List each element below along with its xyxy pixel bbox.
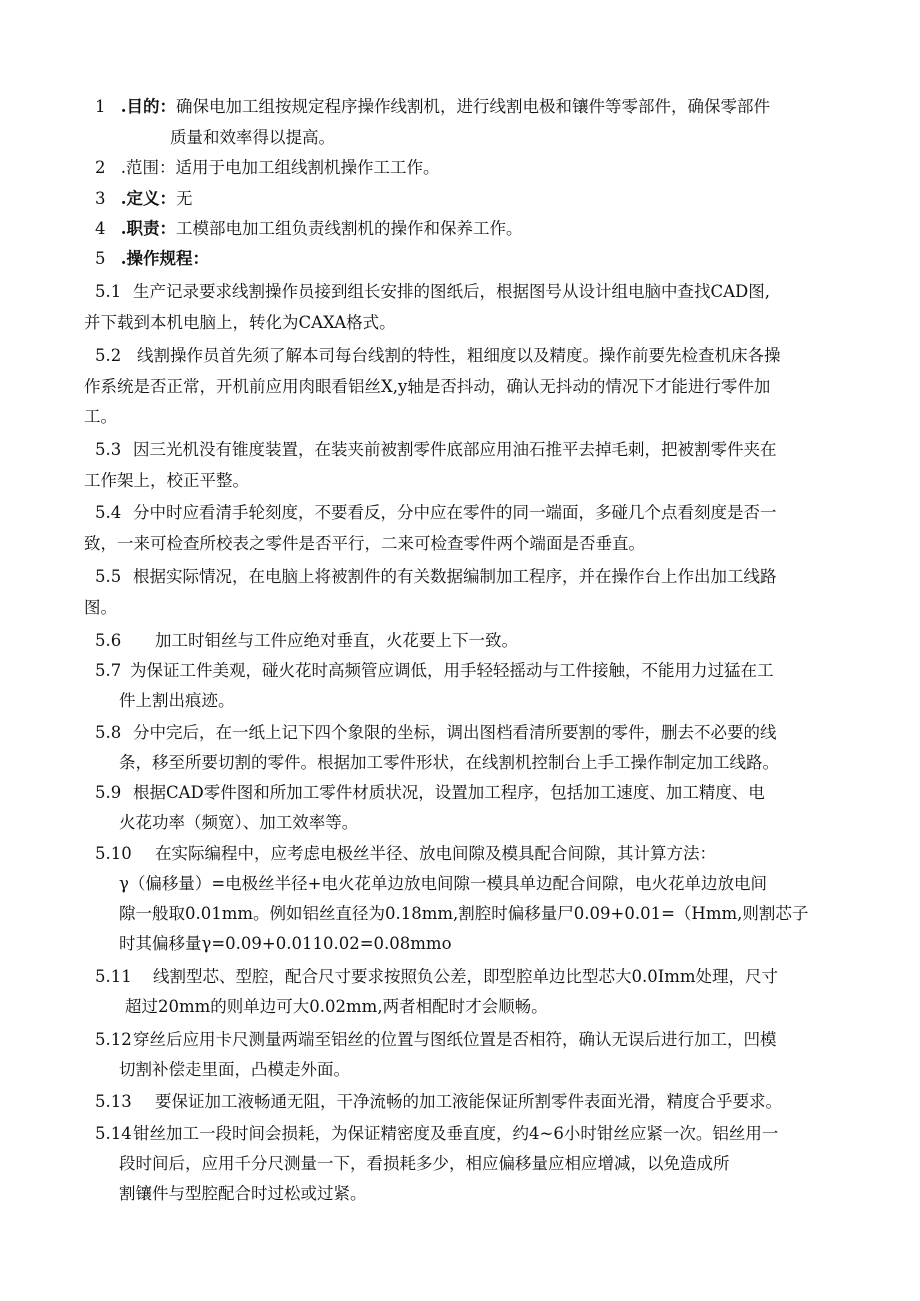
item-5-3-line-2: 工作架上，校正平整。 (84, 471, 249, 490)
item-5-14-line-2: 段时间后，应用千分尺测量一下，看损耗多少，相应偏移量应相应增减，以免造成所 (119, 1154, 730, 1173)
item-5-2-number: 5.2 (95, 346, 122, 365)
section-5-heading (95, 248, 209, 270)
section-text: 确保电加工组按规定程序操作线割机，进行线割电极和镶件等零部件，确保零部件 (176, 97, 770, 116)
item-5-7-line-1: 为保证工件美观，碰火花时高频管应调低，用手轻轻摇动与工件接触，不能用力过猛在工 (130, 661, 774, 680)
section-2-heading (95, 157, 440, 179)
item-5-4-number: 5.4 (95, 503, 122, 522)
item-5-6-number: 5.6 (95, 631, 122, 650)
section-3-heading (95, 188, 193, 210)
section-1-text-continued: 质量和效率得以提高。 (170, 128, 335, 147)
item-5-4-line-1: 分中时应看清手轮刻度，不要看反，分中应在零件的同一端面，多碰几个点看刻度是否一 (133, 503, 777, 522)
item-5-12-line-2: 切割补偿走里面，凸模走外面。 (119, 1060, 350, 1079)
item-5-10-line-1: 在实际编程中，应考虑电极丝半径、放电间隙及模具配合间隙，其计算方法： (155, 844, 716, 863)
section-text: .范围：适用于电加工组线割机操作工工作。 (120, 158, 440, 177)
item-5-14-line-1: 钳丝加工一段时间会损耗，为保证精密度及垂直度，约4~6小时钳丝应紧一次。铝丝用一 (133, 1124, 779, 1143)
item-5-6-line-1: 加工时钼丝与工件应绝对垂直，火花要上下一致。 (155, 631, 518, 650)
item-5-2-line-2: 作系统是否正常，开机前应用肉眼看铝丝X,y轴是否抖动，确认无抖动的情况下才能进行零件加 (84, 377, 771, 396)
item-5-5-line-2: 图。 (84, 598, 117, 617)
section-text: 无 (176, 189, 193, 208)
section-number: 5 (95, 249, 106, 268)
section-number: 1 (95, 97, 106, 116)
item-5-10-number: 5.10 (95, 844, 132, 863)
item-5-1-number: 5.1 (95, 282, 122, 301)
item-5-10-line-2: γ（偏移量）=电极丝半径+电火花单边放电间隙一模具单边配合间隙，电火花单边放电间 (119, 874, 768, 893)
item-5-8-line-1: 分中完后，在一纸上记下四个象限的坐标，调出图档看清所要割的零件，删去不必要的线 (133, 723, 777, 742)
item-5-14-number: 5.14 (95, 1124, 132, 1143)
section-label: .操作规程： (120, 249, 209, 268)
item-5-11-line-1: 线割型芯、型腔，配合尺寸要求按照负公差，即型腔单边比型芯大0.0Imm处理，尺寸 (153, 967, 779, 986)
item-5-10-line-4: 时其偏移量γ=0.09+0.0110.02=0.08mmo (119, 934, 452, 953)
item-5-1-line-2: 并下载到本机电脑上，转化为CAXA格式。 (84, 313, 396, 332)
item-5-12-number: 5.12 (95, 1030, 132, 1049)
item-5-7-number: 5.7 (95, 661, 122, 680)
section-label: .目的： (120, 97, 176, 116)
item-5-4-line-2: 致，一来可检查所校表之零件是否平行，二来可检查零件两个端面是否垂直。 (84, 534, 645, 553)
item-5-10-line-3: 隙一般取0.01mm。例如铝丝直径为0.18mm,割腔时偏移量尸0.09+0.01=（Hmm,则割芯子 (119, 904, 809, 923)
section-number: 3 (95, 189, 106, 208)
section-number: 4 (95, 219, 106, 238)
item-5-2-line-1: 线割操作员首先须了解本司每台线割的特性，粗细度以及精度。操作前要先检查机床各操 (137, 346, 781, 365)
item-5-7-line-2: 件上割出痕迹。 (119, 691, 235, 710)
section-label: .职责： (120, 219, 176, 238)
item-5-3-line-1: 因三光机没有锥度装置，在装夹前被割零件底部应用油石推平去掉毛刺，把被割零件夹在 (133, 440, 777, 459)
item-5-5-number: 5.5 (95, 567, 122, 586)
item-5-8-line-2: 条，移至所要切割的零件。根据加工零件形状，在线割机控制台上手工操作制定加工线路。 (119, 753, 779, 772)
item-5-11-number: 5.11 (95, 967, 132, 986)
item-5-9-line-2: 火花功率（频宽）、加工效率等。 (119, 813, 359, 832)
section-label: .定义： (120, 189, 176, 208)
item-5-13-number: 5.13 (95, 1092, 132, 1111)
section-number: 2 (95, 158, 106, 177)
item-5-13-line-1: 要保证加工液畅通无阻，干净流畅的加工液能保证所割零件表面光滑，精度合乎要求。 (155, 1092, 782, 1111)
item-5-9-line-1: 根据CAD零件图和所加工零件材质状况，设置加工程序，包括加工速度、加工精度、电 (133, 783, 765, 802)
item-5-9-number: 5.9 (95, 783, 122, 802)
item-5-11-line-2: 超过20mm的则单边可大0.02mm,两者相配时才会顺畅。 (125, 997, 548, 1016)
item-5-5-line-1: 根据实际情况，在电脑上将被割件的有关数据编制加工程序，并在操作台上作出加工线路 (133, 567, 777, 586)
item-5-14-line-3: 割镶件与型腔配合时过松或过紧。 (119, 1184, 367, 1203)
item-5-2-line-3: 工。 (84, 407, 117, 426)
section-text: 工模部电加工组负责线割机的操作和保养工作。 (176, 219, 523, 238)
item-5-3-number: 5.3 (95, 440, 122, 459)
item-5-8-number: 5.8 (95, 723, 122, 742)
item-5-12-line-1: 穿丝后应用卡尺测量两端至铝丝的位置与图纸位置是否相符，确认无误后进行加工，凹模 (133, 1030, 777, 1049)
section-1-heading (95, 96, 770, 118)
section-4-heading (95, 218, 523, 240)
item-5-1-line-1: 生产记录要求线割操作员接到组长安排的图纸后，根据图号从设计组电脑中查找CAD图, (133, 282, 771, 301)
